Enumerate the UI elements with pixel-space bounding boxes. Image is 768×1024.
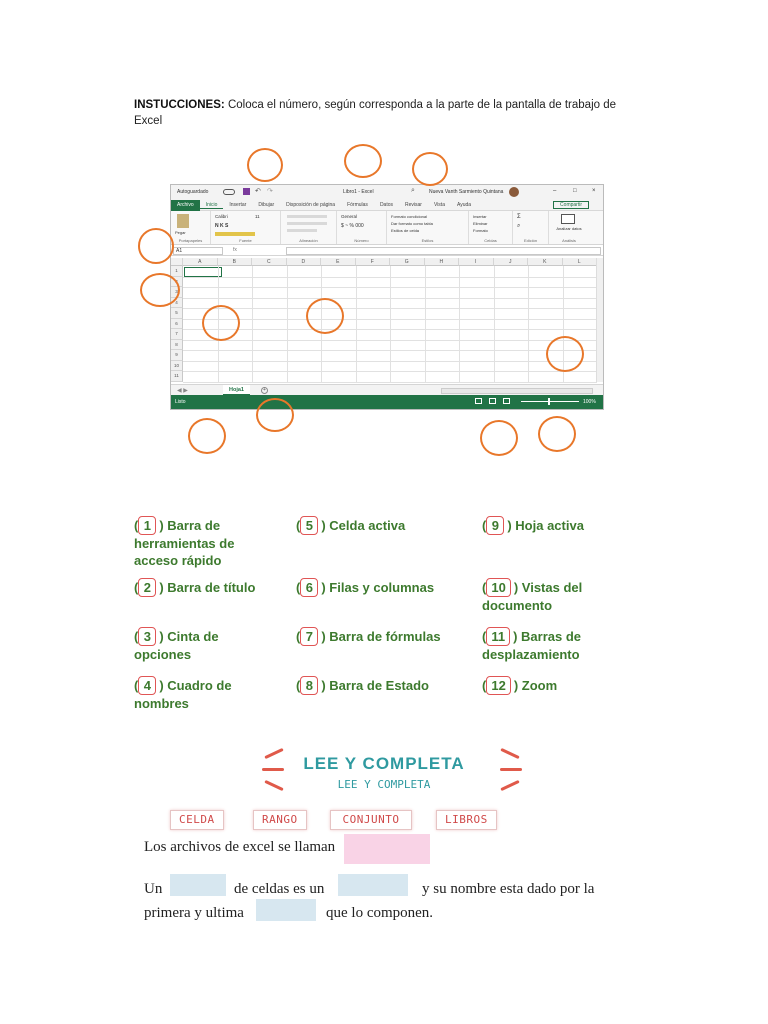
grid-line (390, 266, 391, 382)
lee-title: LEE Y COMPLETA (303, 754, 465, 773)
grid-line (183, 340, 597, 341)
tab-datos: Datos (379, 202, 393, 208)
group-name: Alineación (299, 238, 318, 243)
zoom-slider (521, 401, 579, 402)
column-header: C (252, 258, 287, 266)
sentence-2c: y su nombre esta dado por la (422, 881, 595, 897)
font-name: Calibri (215, 214, 228, 219)
row-header: 1 (171, 266, 183, 277)
legend-item-3: ( 3 ) Cinta de opciones (134, 629, 219, 662)
undo-icon: ↶ (255, 188, 261, 195)
legend-item-1: ( 1 ) Barra de herramientas de acceso rápido (134, 518, 235, 568)
view-normal-icon (475, 398, 482, 404)
tab-inicio: Inicio (200, 202, 224, 209)
callout-circle (306, 298, 344, 334)
sentence-3a: primera y ultima (144, 905, 244, 921)
sheet-nav-icon: ◀ ▶ (177, 388, 188, 394)
autosave-toggle (223, 189, 235, 195)
table-format: Dar formato como tabla (391, 221, 433, 226)
legend-label: Barra de título (167, 580, 256, 595)
legend-item-9: ( 9 ) Hoja activa (482, 518, 584, 533)
fx-icon: fx (233, 247, 237, 253)
legend-label: Barras de desplazamiento (482, 629, 582, 662)
ribbon-tabs (171, 200, 603, 211)
group-edicion (513, 211, 549, 244)
grid-line (183, 350, 597, 351)
analyze-label: Analizar datos (556, 226, 582, 231)
row-header: 6 (171, 319, 183, 330)
workbook-title: Libro1 - Excel (343, 189, 374, 195)
sentence-1: Los archivos de excel se llaman (144, 839, 336, 855)
callout-circle (188, 418, 226, 454)
callout-circle (480, 420, 518, 456)
format-label: Formato (473, 228, 488, 233)
cell-styles: Estilos de celda (391, 228, 420, 233)
grid-line (183, 308, 597, 309)
sentence-3b: que lo componen. (326, 905, 434, 921)
callout-circle (202, 305, 240, 341)
column-header: H (425, 258, 460, 266)
column-header: A (183, 258, 218, 266)
column-header: F (356, 258, 391, 266)
avatar (509, 187, 519, 197)
group-name: Fuente (239, 238, 252, 243)
legend-number: 7 (300, 627, 318, 646)
group-analisis (549, 211, 589, 244)
sentence-2b: de celdas es un (234, 881, 325, 897)
grid-line (183, 382, 597, 383)
ribbon (171, 211, 603, 245)
legend-item-7: ( 7 ) Barra de fórmulas (296, 629, 441, 644)
legend-item-10: ( 10 ) Vistas del documento (482, 580, 583, 613)
tab-disposicion: Disposición de página (286, 202, 336, 208)
zoom-thumb (548, 398, 550, 405)
group-name: Estilos (421, 238, 434, 243)
word-chip: RANGO (253, 810, 307, 830)
row-header: 3 (171, 287, 183, 298)
column-header: B (218, 258, 253, 266)
close-icon: × (592, 188, 596, 194)
group-name: Edición (523, 238, 538, 243)
callout-circle (546, 336, 584, 372)
column-header: J (494, 258, 529, 266)
answer-blank[interactable] (170, 874, 226, 896)
group-name: Análisis (562, 238, 576, 243)
status-bar (171, 395, 603, 409)
share-button: Compartir (553, 201, 589, 209)
row-header: 8 (171, 340, 183, 351)
user-name: Nueva Vanth Sarmiento Quintana (429, 189, 504, 195)
column-header: I (459, 258, 494, 266)
find-icon: ⌕ (517, 223, 521, 229)
zoom-level: 100% (583, 399, 596, 405)
cond-format: Formato condicional (391, 214, 428, 219)
word-chip: CONJUNTO (330, 810, 412, 830)
pegar-label: Pegar (175, 230, 186, 235)
legend-number: 11 (486, 627, 510, 646)
group-celdas (469, 211, 513, 244)
vertical-scrollbar (596, 258, 603, 382)
excel-screenshot (170, 184, 604, 410)
tab-insertar: Insertar (229, 202, 247, 208)
instructions (134, 97, 634, 129)
title-bar (171, 185, 603, 200)
legend-label: Cuadro de nombres (134, 678, 232, 711)
row-header: 9 (171, 350, 183, 361)
maximize-icon: □ (573, 188, 577, 194)
grid-line (252, 266, 253, 382)
legend-number: 3 (138, 627, 156, 646)
instructions-body: Coloca el número, según corresponda a la parte de la pantalla de trabajo de Excel (134, 99, 617, 127)
horizontal-scrollbar (441, 388, 593, 394)
lee-subtitle: LEE Y COMPLETA (337, 778, 431, 791)
legend-label: Barra de herramientas de acceso rápido (134, 518, 235, 568)
grid-line (183, 329, 597, 330)
word-chip: LIBROS (436, 810, 497, 830)
legend-number: 6 (300, 578, 318, 597)
group-alineacion (281, 211, 337, 244)
column-header: G (390, 258, 425, 266)
group-numero (337, 211, 387, 244)
legend-label: Cinta de opciones (134, 629, 219, 662)
column-header: L (563, 258, 598, 266)
callout-circle (140, 273, 180, 307)
view-break-icon (503, 398, 510, 404)
formula-input (286, 247, 601, 255)
row-header: 5 (171, 308, 183, 319)
grid-line (183, 298, 597, 299)
active-cell (184, 267, 222, 277)
bold-icon: N K S (215, 223, 229, 229)
legend-item-4: ( 4 ) Cuadro de nombres (134, 678, 232, 711)
legend-number: 10 (486, 578, 510, 597)
callout-circle (256, 398, 294, 432)
group-name: Portapapeles (178, 238, 203, 243)
grid-line (494, 266, 495, 382)
grid-line (183, 287, 597, 288)
legend-number: 9 (486, 516, 504, 535)
legend-number: 12 (486, 676, 510, 695)
grid-line (287, 266, 288, 382)
grid-line (459, 266, 460, 382)
legend-label: Zoom (521, 678, 558, 693)
legend-label: Barra de fórmulas (329, 629, 441, 644)
tab-formulas: Fórmulas (347, 202, 368, 208)
column-header: E (321, 258, 356, 266)
callout-circle (247, 148, 283, 182)
sum-icon: Σ (517, 214, 521, 220)
grid-line (183, 361, 597, 362)
insert-label: Insertar (473, 214, 487, 219)
row-header: 10 (171, 361, 183, 372)
search-icon: ⌕ (411, 187, 415, 194)
tab-ayuda: Ayuda (456, 202, 472, 208)
corner-cell (171, 258, 183, 266)
legend-label: Celda activa (329, 518, 406, 533)
callout-circle (412, 152, 448, 186)
answer-blank[interactable] (338, 874, 408, 896)
word-chip: CELDA (170, 810, 224, 830)
status-text: Listo (175, 399, 186, 405)
sentence-2a: Un (144, 881, 163, 897)
legend-item-2: ( 2 ) Barra de título (134, 580, 256, 595)
tab-archivo: Archivo (171, 200, 200, 211)
tab-vista: Vista (433, 202, 445, 208)
column-header: K (528, 258, 563, 266)
legend-item-12: ( 12 ) Zoom (482, 678, 558, 693)
view-layout-icon (489, 398, 496, 404)
legend-label: Hoja activa (515, 518, 584, 533)
answer-blank[interactable] (344, 834, 430, 864)
callout-circle (538, 416, 576, 452)
instructions-heading: INSTUCCIONES: (134, 99, 225, 111)
legend-number: 5 (300, 516, 318, 535)
grid-line (183, 277, 597, 278)
legend-item-8: ( 8 ) Barra de Estado (296, 678, 429, 693)
grid-line (183, 371, 597, 372)
grid-line (528, 266, 529, 382)
row-header: 11 (171, 371, 183, 382)
grid-line (183, 319, 597, 320)
row-header: 4 (171, 298, 183, 309)
tab-revisar: Revisar (405, 202, 422, 208)
formula-bar (171, 246, 603, 256)
delete-label: Eliminar (473, 221, 488, 226)
legend-label: Filas y columnas (329, 580, 435, 595)
group-name: Número (354, 238, 369, 243)
tab-dibujar: Dibujar (258, 202, 275, 208)
autosave-label: Autoguardado (177, 189, 209, 195)
legend-number: 2 (138, 578, 156, 597)
group-estilos (387, 211, 469, 244)
column-header: D (287, 258, 322, 266)
font-size: 11 (255, 214, 260, 219)
legend-number: 4 (138, 676, 156, 695)
sheet-tab: Hoja1 (223, 385, 250, 396)
callout-circle (138, 228, 174, 264)
number-format: General (341, 214, 358, 219)
legend-label: Vistas del documento (482, 580, 583, 613)
save-icon (243, 188, 250, 195)
redo-icon: ↷ (267, 188, 273, 195)
row-header: 7 (171, 329, 183, 340)
legend-label: Barra de Estado (329, 678, 429, 693)
legend-item-6: ( 6 ) Filas y columnas (296, 580, 435, 595)
name-box: A1 (173, 247, 223, 255)
currency-icon: $ ~ % 000 (341, 223, 364, 229)
legend-item-5: ( 5 ) Celda activa (296, 518, 406, 533)
grid-line (425, 266, 426, 382)
minimize-icon: – (553, 188, 557, 194)
answer-blank[interactable] (256, 899, 316, 921)
legend-item-11: ( 11 ) Barras de desplazamiento (482, 629, 582, 662)
legend-number: 1 (138, 516, 156, 535)
add-sheet-icon: + (261, 387, 268, 394)
grid-line (356, 266, 357, 382)
group-portapapeles (171, 211, 211, 244)
group-fuente (211, 211, 281, 244)
callout-circle (344, 144, 382, 178)
group-name: Celdas (484, 238, 497, 243)
legend-number: 8 (300, 676, 318, 695)
row-header: 2 (171, 277, 183, 288)
